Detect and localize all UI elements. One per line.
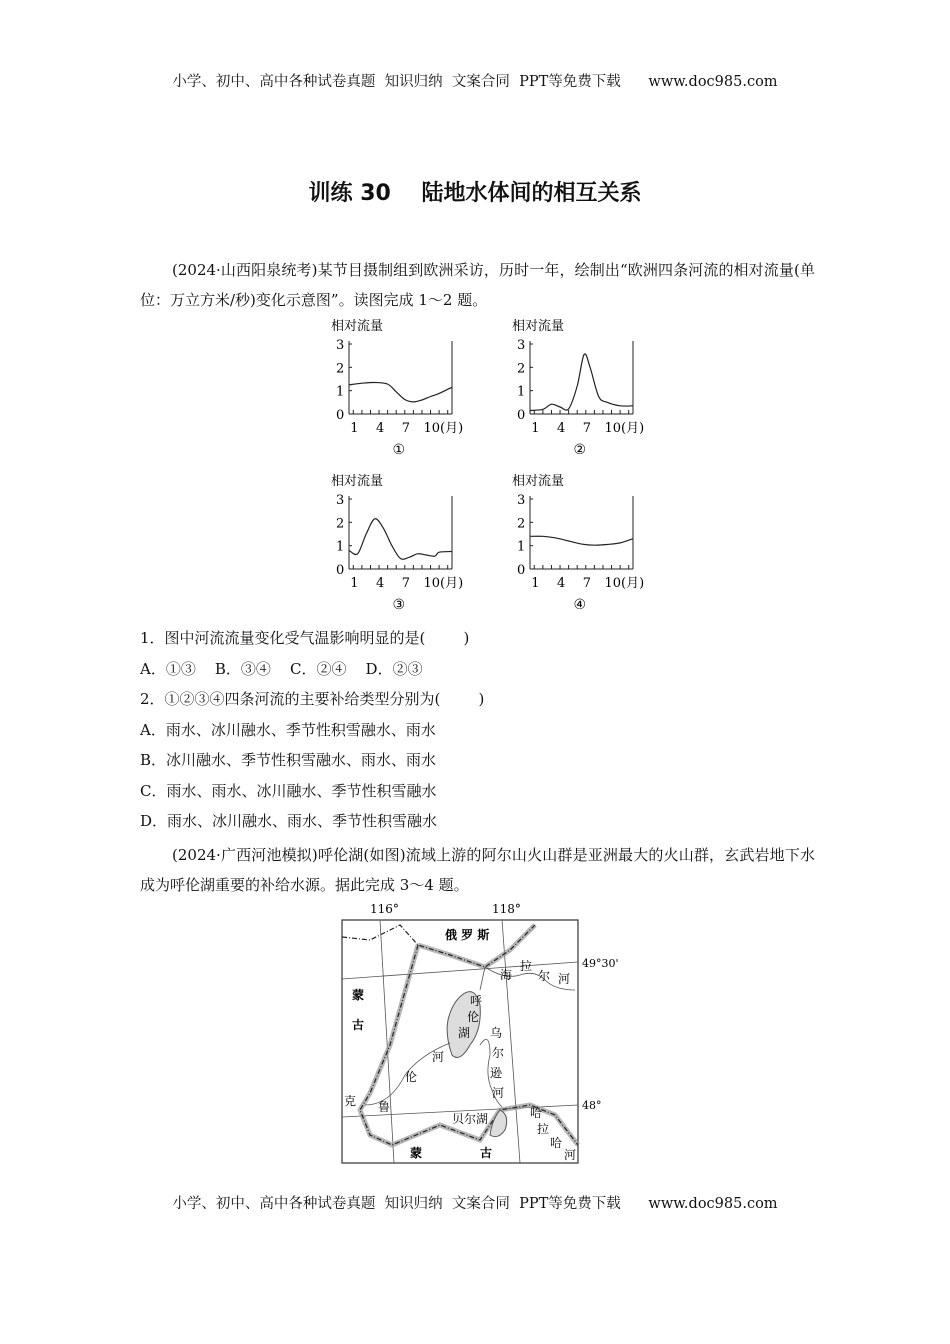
- lat-4930-label: 49°30': [582, 957, 619, 970]
- wuerxun-river-label: 乌: [490, 1026, 503, 1040]
- page-header: 小学、初中、高中各种试卷真题 知识归纳 文案合同 PPT等免费下载 www.doc985.com: [172, 74, 778, 90]
- x-tick-label: 7: [582, 576, 592, 591]
- x-unit-label: (月): [621, 421, 645, 436]
- y-tick-label: 2: [336, 516, 345, 532]
- mongolia-label: 蒙: [410, 1146, 423, 1160]
- kelulun-river-label: 鲁: [378, 1100, 391, 1114]
- x-tick-label: 4: [557, 421, 566, 436]
- hulun-lake-label: 伦: [467, 1010, 480, 1024]
- x-tick-label: 7: [401, 421, 411, 436]
- question-2-option: A．雨水、冰川融水、季节性积雪融水、雨水: [140, 721, 436, 739]
- chart-ylabel: 相对流量: [512, 474, 565, 489]
- halaha-river-label: 河: [564, 1148, 577, 1162]
- page-title: 训练 30 陆地水体间的相互关系: [308, 181, 642, 206]
- y-tick-label: 1: [517, 539, 526, 555]
- intro-paragraph-2: (2024·广西河池模拟)呼伦湖(如图)流域上游的阿尔山火山群是亚洲最大的火山群，玄武岩地下水成为呼伦湖重要的补给水源。据此完成 3～4 题。: [140, 846, 815, 894]
- wuerxun-river-label: 逊: [490, 1066, 503, 1080]
- chart-number-label: ③: [392, 597, 406, 613]
- question-2-option: C．雨水、雨水、冰川融水、季节性积雪融水: [140, 782, 437, 800]
- y-tick-label: 2: [517, 361, 526, 377]
- y-tick-label: 3: [517, 493, 526, 508]
- y-tick-label: 3: [336, 338, 345, 353]
- halaha-river-label: 哈: [530, 1106, 543, 1120]
- halaha-river-label: 哈: [550, 1136, 563, 1150]
- y-tick-label: 0: [336, 563, 345, 578]
- x-unit-label: (月): [440, 576, 464, 591]
- y-tick-label: 3: [517, 338, 526, 353]
- x-tick-label: 4: [376, 576, 385, 591]
- x-tick-label: 10: [423, 421, 441, 436]
- lon-118-label: 118°: [492, 902, 521, 916]
- hulun-lake-label: 呼: [470, 994, 483, 1008]
- x-tick-label: 4: [376, 421, 385, 436]
- wuerxun-river-label: 河: [492, 1086, 505, 1100]
- chart-ylabel: 相对流量: [331, 319, 384, 334]
- y-tick-label: 1: [336, 384, 345, 400]
- buir-lake-label: 贝尔湖: [452, 1112, 489, 1126]
- lon-116-label: 116°: [370, 902, 399, 916]
- hailaer-river-label: 尔: [538, 969, 551, 983]
- question-1-options: A．①③ B．③④ C．②④ D．②③: [140, 660, 423, 678]
- hulun-lake-map: [330, 895, 630, 1170]
- y-tick-label: 2: [517, 516, 526, 532]
- chart-number-label: ②: [573, 442, 587, 458]
- flow-line: [530, 354, 633, 411]
- mongolia-label: 古: [480, 1146, 493, 1160]
- hailaer-river-label: 海: [500, 968, 513, 982]
- x-unit-label: (月): [621, 576, 645, 591]
- chart-ylabel: 相对流量: [331, 474, 384, 489]
- x-tick-label: 10: [604, 421, 622, 436]
- kelulun-river-label: 克: [344, 1094, 357, 1108]
- flow-line: [349, 519, 452, 560]
- x-tick-label: 1: [531, 421, 540, 436]
- halaha-river-label: 拉: [537, 1122, 550, 1136]
- chart-ylabel: 相对流量: [512, 319, 565, 334]
- mongolia-label: 古: [352, 1018, 365, 1032]
- question-2-option: D．雨水、冰川融水、雨水、季节性积雪融水: [140, 812, 438, 830]
- x-tick-label: 7: [401, 576, 411, 591]
- mongolia-label: 蒙: [352, 988, 365, 1002]
- x-tick-label: 4: [557, 576, 566, 591]
- chart-number-label: ①: [392, 442, 406, 458]
- russia-label: 俄 罗 斯: [445, 928, 490, 942]
- y-tick-label: 1: [517, 384, 526, 400]
- x-tick-label: 7: [582, 421, 592, 436]
- y-tick-label: 0: [517, 563, 526, 578]
- flow-charts: [0, 0, 950, 620]
- question-1: 1．图中河流流量变化受气温影响明显的是( ): [140, 629, 470, 647]
- x-tick-label: 10: [604, 576, 622, 591]
- hailaer-river-label: 河: [558, 972, 571, 986]
- lat-48-label: 48°: [582, 1099, 602, 1112]
- hulun-lake-label: 湖: [458, 1026, 471, 1040]
- y-tick-label: 3: [336, 493, 345, 508]
- x-tick-label: 10: [423, 576, 441, 591]
- chart-number-label: ④: [573, 597, 587, 613]
- x-tick-label: 1: [531, 576, 540, 591]
- hailaer-river-label: 拉: [520, 959, 533, 973]
- page-footer: 小学、初中、高中各种试卷真题 知识归纳 文案合同 PPT等免费下载 www.doc985.com: [172, 1196, 778, 1212]
- question-2: 2．①②③④四条河流的主要补给类型分别为( ): [140, 690, 485, 708]
- question-2-option: B．冰川融水、季节性积雪融水、雨水、雨水: [140, 751, 437, 769]
- x-tick-label: 1: [350, 421, 359, 436]
- intro-paragraph-1: (2024·山西阳泉统考)某节目摄制组到欧洲采访，历时一年，绘制出“欧洲四条河流的相对流量(单位：万立方米/秒)变化示意图”。读图完成 1～2 题。: [140, 261, 815, 309]
- flow-line: [349, 382, 452, 401]
- y-tick-label: 0: [517, 408, 526, 423]
- x-unit-label: (月): [440, 421, 464, 436]
- kelulun-river-label: 伦: [405, 1070, 418, 1084]
- x-tick-label: 1: [350, 576, 359, 591]
- y-tick-label: 1: [336, 539, 345, 555]
- y-tick-label: 0: [336, 408, 345, 423]
- wuerxun-river-label: 尔: [492, 1046, 505, 1060]
- kelulun-river-label: 河: [432, 1050, 445, 1064]
- flow-line: [530, 536, 633, 545]
- y-tick-label: 2: [336, 361, 345, 377]
